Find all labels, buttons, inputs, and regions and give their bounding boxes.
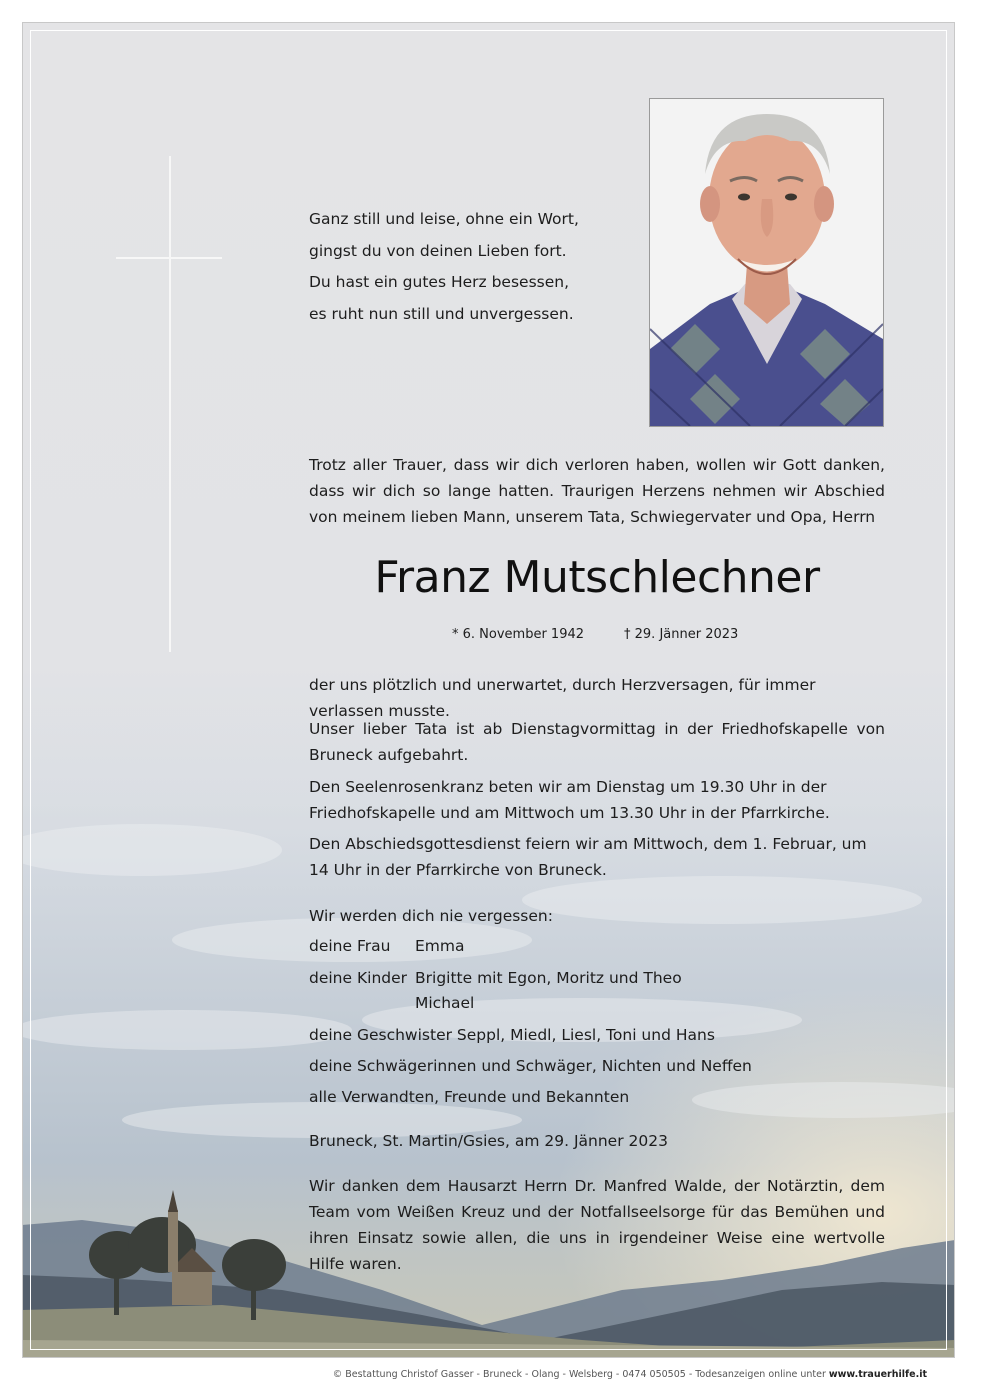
intro-text: Trotz aller Trauer, dass wir dich verloren haben, wollen wir Gott danken, dass wir dich so lange hatten. Traurigen Herzens nehmen wir Abschied von meinem lieben Mann, unserem Tata, Schwiegervater und Opa, Herrn [309,456,885,526]
portrait-photo [649,98,884,427]
poem-line: gingst du von deinen Lieben fort. [309,241,567,260]
family-wife [309,933,465,959]
family-members: Emma [415,937,465,955]
poem-line: es ruht nun still und unvergessen. [309,304,574,323]
paragraph-funeral: Den Abschiedsgottesdienst feiern wir am Mittwoch, dem 1. Februar, um 14 Uhr in der Pfarrkirche von Bruneck. [309,835,867,879]
death-date: † 29. Jänner 2023 [624,627,739,642]
family-children-2: Michael [415,994,475,1012]
family-label: deine Frau [309,937,391,955]
family-label: deine Kinder [309,969,408,987]
paragraph-rosary: Den Seelenrosenkranz beten wir am Dienstag um 19.30 Uhr in der Friedhofskapelle und am Mittwoch um 13.30 Uhr in der Pfarrkirche. [309,778,830,822]
portrait-illustration [650,99,883,426]
thanks-text: Wir danken dem Hausarzt Herrn Dr. Manfred Walde, der Notärztin, dem Team vom Weißen Kreuz und der Notfallseelsorge für das Bemühen und ihren Einsatz sowie allen, die uns in irgendeiner Weise eine wertvolle Hilfe waren. [309,1177,885,1273]
birth-date: * 6. November 1942 [452,627,585,642]
family-relatives: alle Verwandten, Freunde und Bekannten [309,1088,630,1106]
cross-horizontal [116,257,222,259]
family-siblings: deine Geschwister Seppl, Miedl, Liesl, Toni und Hans [309,1026,715,1044]
family-members: Brigitte mit Egon, Moritz und Theo [415,969,682,987]
footer-text: © Bestattung Christof Gasser - Bruneck - Olang - Welsberg - 0474 050505 - Todesanzeigen online unter [332,1369,829,1380]
poem-line: Ganz still und leise, ohne ein Wort, [309,210,579,228]
poem-line: Du hast ein gutes Herz besessen, [309,273,570,291]
deceased-name: Franz Mutschlechner [374,552,820,603]
paragraph-sudden: der uns plötzlich und unerwartet, durch Herzversagen, für immer verlassen musste. [309,676,816,720]
place-date: Bruneck, St. Martin/Gsies, am 29. Jänner 2023 [309,1132,668,1150]
family-heading: Wir werden dich nie vergessen: [309,907,553,925]
family-children [309,965,682,991]
cross-vertical [169,156,171,652]
footer-link[interactable]: www.trauerhilfe.it [828,1369,927,1380]
family-in-laws: deine Schwägerinnen und Schwäger, Nichten und Neffen [309,1057,752,1075]
paragraph-laid-out: Unser lieber Tata ist ab Dienstagvormittag in der Friedhofskapelle von Bruneck aufgebahrt. [309,720,885,764]
